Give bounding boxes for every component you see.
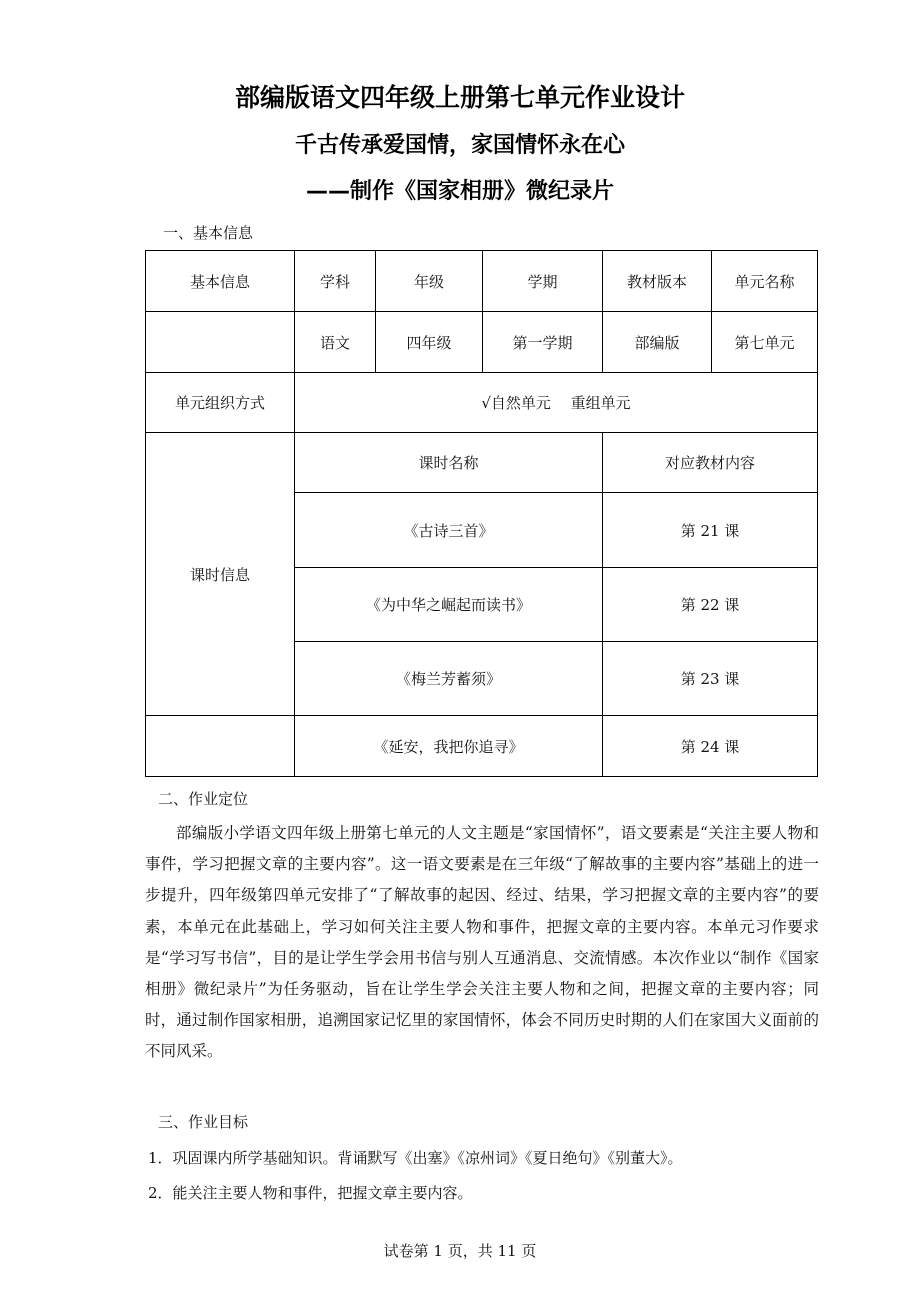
section-heading-basic-info: 一、基本信息 [163,224,254,242]
cell-subject-label: 学科 [295,251,376,312]
basic-info-table [145,250,818,777]
cell-unit-name-label: 单元名称 [712,251,818,312]
section-heading-goals: 三、作业目标 [158,1113,249,1131]
positioning-paragraph: 部编版小学语文四年级上册第七单元的人文主题是“家国情怀”，语文要素是“关注主要人物和事件，学习把握文章的主要内容”。这一语文要素是在三年级“了解故事的主要内容”基础上的进一步提升，四年级第四单元安排了“了解故事的起因、经过、结果，学习把握文章的主要内容”的要素，本单元在此基础上，学习如何关注主要人物和事件，把握文章的主要内容。本单元习作要求是“学习写书信”，目的是让学生学会用书信与别人互通消息、交流情感。本次作业以“制作《国家相册》微纪录片”为任务驱动，旨在让学生学会关注主要人物和之间，把握文章的主要内容；同时，通过制作国家相册，追溯国家记忆里的家国情怀，体会不同历史时期的人们在家国大义面前的不同风采。 [145,824,819,1061]
goal-item: 1．巩固课内所学基础知识。背诵默写《出塞》《凉州词》《夏日绝句》《别董大》。 [148,1149,683,1167]
document-subtitle-2: ——制作《国家相册》微纪录片 [305,179,614,204]
cell-lesson-name: 《为中华之崛起而读书》 [295,568,603,642]
cell-lesson-content: 第 23 课 [603,642,818,716]
cell-edition-value: 部编版 [603,312,712,373]
cell-lesson-content-header: 对应教材内容 [603,433,818,493]
cell-organization-value: √自然单元 重组单元 [295,373,818,433]
cell-semester-label: 学期 [483,251,603,312]
cell-semester-value: 第一学期 [483,312,603,373]
cell-grade-label: 年级 [376,251,483,312]
cell-lesson-name: 《梅兰芳蓄须》 [295,642,603,716]
cell-lesson-info-label: 课时信息 [146,433,295,716]
cell-edition-label: 教材版本 [603,251,712,312]
cell-organization-label: 单元组织方式 [146,373,295,433]
cell-empty [146,312,295,373]
section-heading-positioning: 二、作业定位 [158,790,249,808]
cell-lesson-content: 第 22 课 [603,568,818,642]
cell-subject-value: 语文 [295,312,376,373]
table-row-organization [146,373,818,433]
document-subtitle: 千古传承爱国情，家国情怀永在心 [294,133,625,158]
cell-grade-value: 四年级 [376,312,483,373]
table-row-header [146,251,818,312]
page-footer: 试卷第 1 页，共 11 页 [383,1242,537,1260]
cell-empty [146,716,295,777]
document-title: 部编版语文四年级上册第七单元作业设计 [234,83,685,112]
table-row [146,716,818,777]
cell-lesson-name: 《古诗三首》 [295,493,603,568]
cell-lesson-content: 第 21 课 [603,493,818,568]
goal-item: 2．能关注主要人物和事件，把握文章主要内容。 [148,1184,473,1202]
cell-lesson-name: 《延安，我把你追寻》 [295,716,603,777]
table-row-values [146,312,818,373]
cell-basic-info-label: 基本信息 [146,251,295,312]
cell-lesson-name-header: 课时名称 [295,433,603,493]
cell-lesson-content: 第 24 课 [603,716,818,777]
cell-unit-name-value: 第七单元 [712,312,818,373]
table-row-lesson-header [146,433,818,493]
